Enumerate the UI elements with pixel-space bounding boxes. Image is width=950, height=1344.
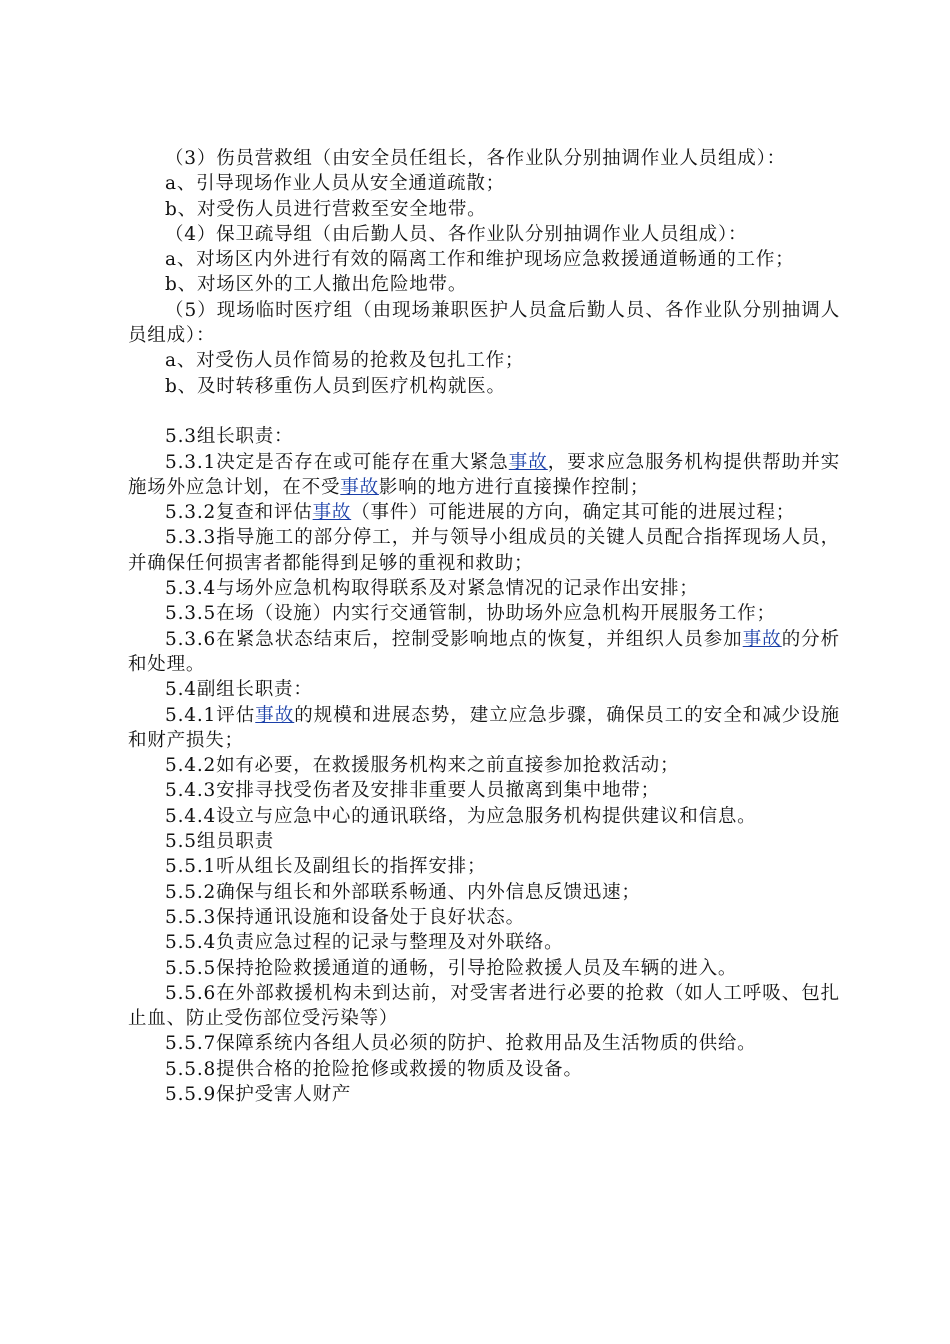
paragraph-text: 5.5.8提供合格的抢险抢修或救援的物质及设备。 — [165, 1058, 583, 1080]
paragraph-text: 5.3组长职责： — [165, 426, 294, 448]
paragraph — [128, 956, 840, 981]
paragraph-text: 5.4副组长职责： — [165, 679, 313, 701]
paragraph-text: b、对受伤人员进行营救至安全地带。 — [165, 198, 487, 220]
paragraph-text: ，要求应急服务机构提供帮助并实施场外应急计划，在不受 — [128, 451, 840, 498]
paragraph-text: 5.5.7保障系统内各组人员必须的防护、抢救用品及生活物质的供给。 — [165, 1033, 757, 1055]
paragraph-text: 5.3.4与场外应急机构取得联系及对紧急情况的记录作出安排； — [165, 578, 699, 600]
paragraph — [128, 424, 840, 449]
paragraph-text: 5.3.5在场（设施）内实行交通管制，协助场外应急机构开展服务工作； — [165, 603, 776, 625]
paragraph — [128, 222, 840, 247]
paragraph — [128, 171, 840, 196]
accident-link[interactable]: 事故 — [312, 502, 352, 524]
paragraph — [128, 981, 840, 1032]
paragraph — [128, 778, 840, 803]
paragraph — [128, 703, 840, 754]
paragraph — [128, 576, 840, 601]
accident-link[interactable]: 事故 — [742, 628, 782, 650]
paragraph — [128, 146, 840, 171]
paragraph — [128, 753, 840, 778]
paragraph — [128, 601, 840, 626]
paragraph — [128, 880, 840, 905]
paragraph-text: 5.3.3指导施工的部分停工，并与领导小组成员的关键人员配合指挥现场人员，并确保任何损害者都能得到足够的重视和救助； — [128, 527, 840, 574]
paragraph — [128, 829, 840, 854]
accident-link[interactable]: 事故 — [508, 451, 548, 473]
paragraph — [128, 450, 840, 501]
paragraph — [128, 500, 840, 525]
paragraph-text: 5.5.9保护受害人财产 — [165, 1083, 352, 1105]
paragraph-text: 5.4.3安排寻找受伤者及安排非重要人员撤离到集中地带； — [165, 780, 660, 802]
paragraph — [128, 627, 840, 678]
paragraph — [128, 677, 840, 702]
paragraph-text: 5.5组员职责 — [165, 831, 275, 853]
paragraph-text: 的规模和进展态势，建立应急步骤，确保员工的安全和减少设施和财产损失； — [128, 704, 840, 751]
paragraph-text: 5.5.3保持通讯设施和设备处于良好状态。 — [165, 906, 525, 928]
paragraph — [128, 247, 840, 272]
paragraph — [128, 197, 840, 222]
paragraph — [128, 1057, 840, 1082]
paragraph — [128, 348, 840, 373]
paragraph — [128, 272, 840, 297]
paragraph-text: a、对场区内外进行有效的隔离工作和维护现场应急救援通道畅通的工作； — [165, 249, 795, 271]
paragraph-text: 的分析和处理。 — [128, 628, 840, 675]
paragraph-text: 5.3.1决定是否存在或可能存在重大紧急 — [165, 451, 509, 473]
paragraph-text: （5）现场临时医疗组（由现场兼职医护人员盒后勤人员、各作业队分别抽调人员组成）： — [128, 299, 840, 347]
accident-link[interactable]: 事故 — [340, 476, 379, 498]
paragraph — [128, 374, 840, 399]
paragraph — [128, 1082, 840, 1107]
paragraph-text: 5.3.2复查和评估 — [165, 502, 313, 524]
paragraph — [128, 854, 840, 879]
paragraph — [128, 1031, 840, 1056]
paragraph-text: 5.5.4负责应急过程的记录与整理及对外联络。 — [165, 932, 564, 954]
paragraph-text: 影响的地方进行直接操作控制； — [378, 476, 650, 498]
paragraph-text: （事件）可能进展的方向，确定其可能的进展过程； — [351, 502, 796, 524]
paragraph-text: 5.4.1评估 — [165, 704, 256, 726]
paragraph-text: a、对受伤人员作简易的抢救及包扎工作； — [165, 350, 525, 372]
paragraph — [128, 905, 840, 930]
paragraph-text: （3）伤员营救组（由安全员任组长，各作业队分别抽调作业人员组成）： — [165, 148, 786, 169]
paragraph-text: 5.5.5保持抢险救援通道的通畅，引导抢险救援人员及车辆的进入。 — [165, 957, 738, 979]
paragraph — [128, 804, 840, 829]
blank-line — [128, 399, 840, 424]
paragraph-text: 5.5.2确保与组长和外部联系畅通、内外信息反馈迅速； — [165, 881, 641, 903]
paragraph-text: （4）保卫疏导组（由后勤人员、各作业队分别抽调作业人员组成）： — [165, 223, 748, 245]
paragraph-text: 5.5.1听从组长及副组长的指挥安排； — [165, 856, 487, 878]
paragraph — [128, 930, 840, 955]
paragraph — [128, 298, 840, 349]
paragraph-text: 5.4.2如有必要，在救援服务机构来之前直接参加抢救活动； — [165, 755, 680, 777]
paragraph-text: 5.3.6在紧急状态结束后，控制受影响地点的恢复，并组织人员参加 — [165, 628, 743, 650]
paragraph-text: b、对场区外的工人撤出危险地带。 — [165, 274, 468, 296]
document-body — [128, 146, 840, 1107]
accident-link[interactable]: 事故 — [255, 704, 295, 726]
paragraph — [128, 525, 840, 576]
paragraph-text: b、及时转移重伤人员到医疗机构就医。 — [165, 375, 506, 397]
paragraph-text: 5.5.6在外部救援机构未到达前，对受害者进行必要的抢救（如人工呼吸、包扎止血、防止受伤部位受污染等） — [128, 982, 840, 1030]
paragraph-text: a、引导现场作业人员从安全通道疏散； — [165, 173, 505, 195]
paragraph-text: 5.4.4设立与应急中心的通讯联络，为应急服务机构提供建议和信息。 — [165, 805, 757, 827]
